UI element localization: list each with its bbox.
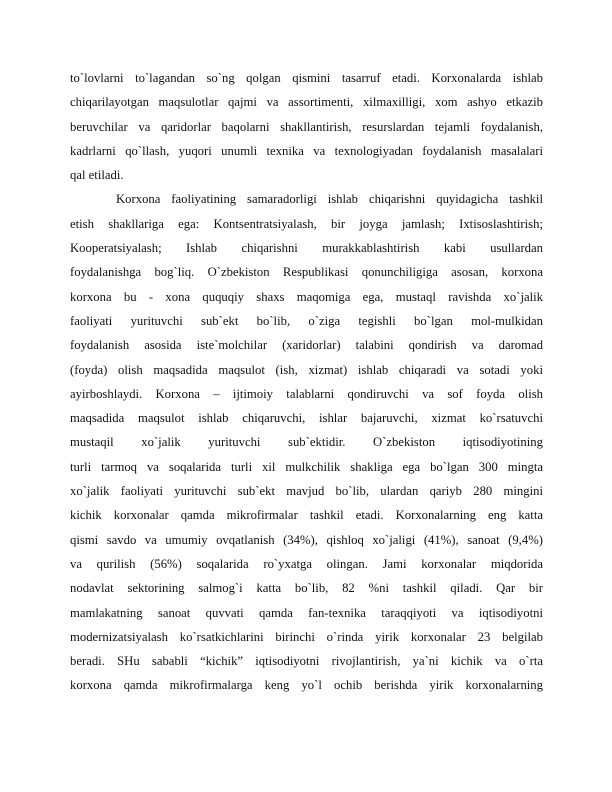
text-line: to`lovlarni to`lagandan so`ng qolgan qismini tasarruf etadi. Korxonalarda ishlab (70, 71, 543, 85)
text-line: xo`jalik faoliyati yurituvchi sub`ekt mavjud bo`lib, ulardan qariyb 280 mingini (70, 484, 543, 499)
text-line: kichik korxonalar qamda mikrofirmalar tashkil etadi. Korxonalarning eng katta (70, 508, 543, 523)
text-line: chiqarilayotgan maqsulotlar qajmi va assortimenti, xilmaxilligi, xom ashyo etkazib (70, 95, 543, 110)
text-line: korxona bu - xona ququqiy shaxs maqomiga ega, mustaql ravishda xo`jalik (70, 289, 543, 304)
paragraph-1 (70, 66, 543, 187)
text-line: ayirboshlaydi. Korxona – ijtimoiy talablarni qondiruvchi va sof foyda olish (70, 386, 543, 401)
text-line: Korxona faoliyatining samaradorligi ishlab chiqarishni quyidagicha tashkil (116, 192, 543, 207)
text-line: qismi savdo va umumiy ovqatlanish (34%), qishloq xo`jaligi (41%), sanoat (9,4%) (70, 532, 543, 547)
text-line: kadrlarni qo`llash, yuqori unumli texnika va texnologiyadan foydalanish masalalari (70, 143, 543, 158)
text-line: foydalanishga bog`liq. O`zbekiston Respublikasi qonunchiligiga asosan, korxona (70, 265, 543, 280)
text-line: modernizatsiyalash ko`rsatkichlarini birinchi o`rinda yirik korxonalar 23 belgilab (70, 629, 543, 644)
text-line: foydalanish asosida iste`molchilar (xaridorlar) talabini qondirish va daromad (70, 338, 543, 353)
text-line: maqsadida maqsulot ishlab chiqaruvchi, ishlar bajaruvchi, xizmat ko`rsatuvchi (70, 411, 543, 426)
text-line: beruvchilar va qaridorlar baqolarni shakllantirish, resurslardan tejamli foydalanish, (70, 119, 543, 134)
text-line: qal etiladi. (70, 168, 124, 183)
text-line: Kooperatsiyalash; Ishlab chiqarishni murakkablashtirish kabi usullardan (70, 241, 543, 256)
text-line: (foyda) olish maqsadida maqsulot (ish, xizmat) ishlab chiqaradi va sotadi yoki (70, 362, 543, 377)
text-line: turli tarmoq va soqalarida turli xil mulkchilik shakliga ega bo`lgan 300 mingta (70, 459, 543, 474)
text-line: korxona qamda mikrofirmalarga keng yo`l ochib berishda yirik korxonalarning (70, 678, 543, 693)
text-line: beradi. SHu sababli “kichik” iqtisodiyotni rivojlantirish, ya`ni kichik va o`rta (70, 654, 543, 669)
text-line: etish shakllariga ega: Kontsentratsiyalash, bir joyga jamlash; Ixtisoslashtirish; (70, 216, 543, 231)
text-line: mustaqil xo`jalik yurituvchi sub`ektidir. O`zbekiston iqtisodiyotining (70, 435, 543, 450)
paragraph-2 (70, 187, 543, 697)
text-line: nodavlat sektorining salmog`i katta bo`lib, 82 %ni tashkil qiladi. Qar bir (70, 581, 543, 596)
body-text (70, 66, 543, 698)
text-line: va qurilish (56%) soqalarida ro`yxatga olingan. Jami korxonalar miqdorida (70, 556, 543, 571)
text-line: faoliyati yurituvchi sub`ekt bo`lib, o`ziga tegishli bo`lgan mol-mulkidan (70, 313, 543, 328)
text-line: mamlakatning sanoat quvvati qamda fan-texnika taraqqiyoti va iqtisodiyotni (70, 605, 543, 620)
